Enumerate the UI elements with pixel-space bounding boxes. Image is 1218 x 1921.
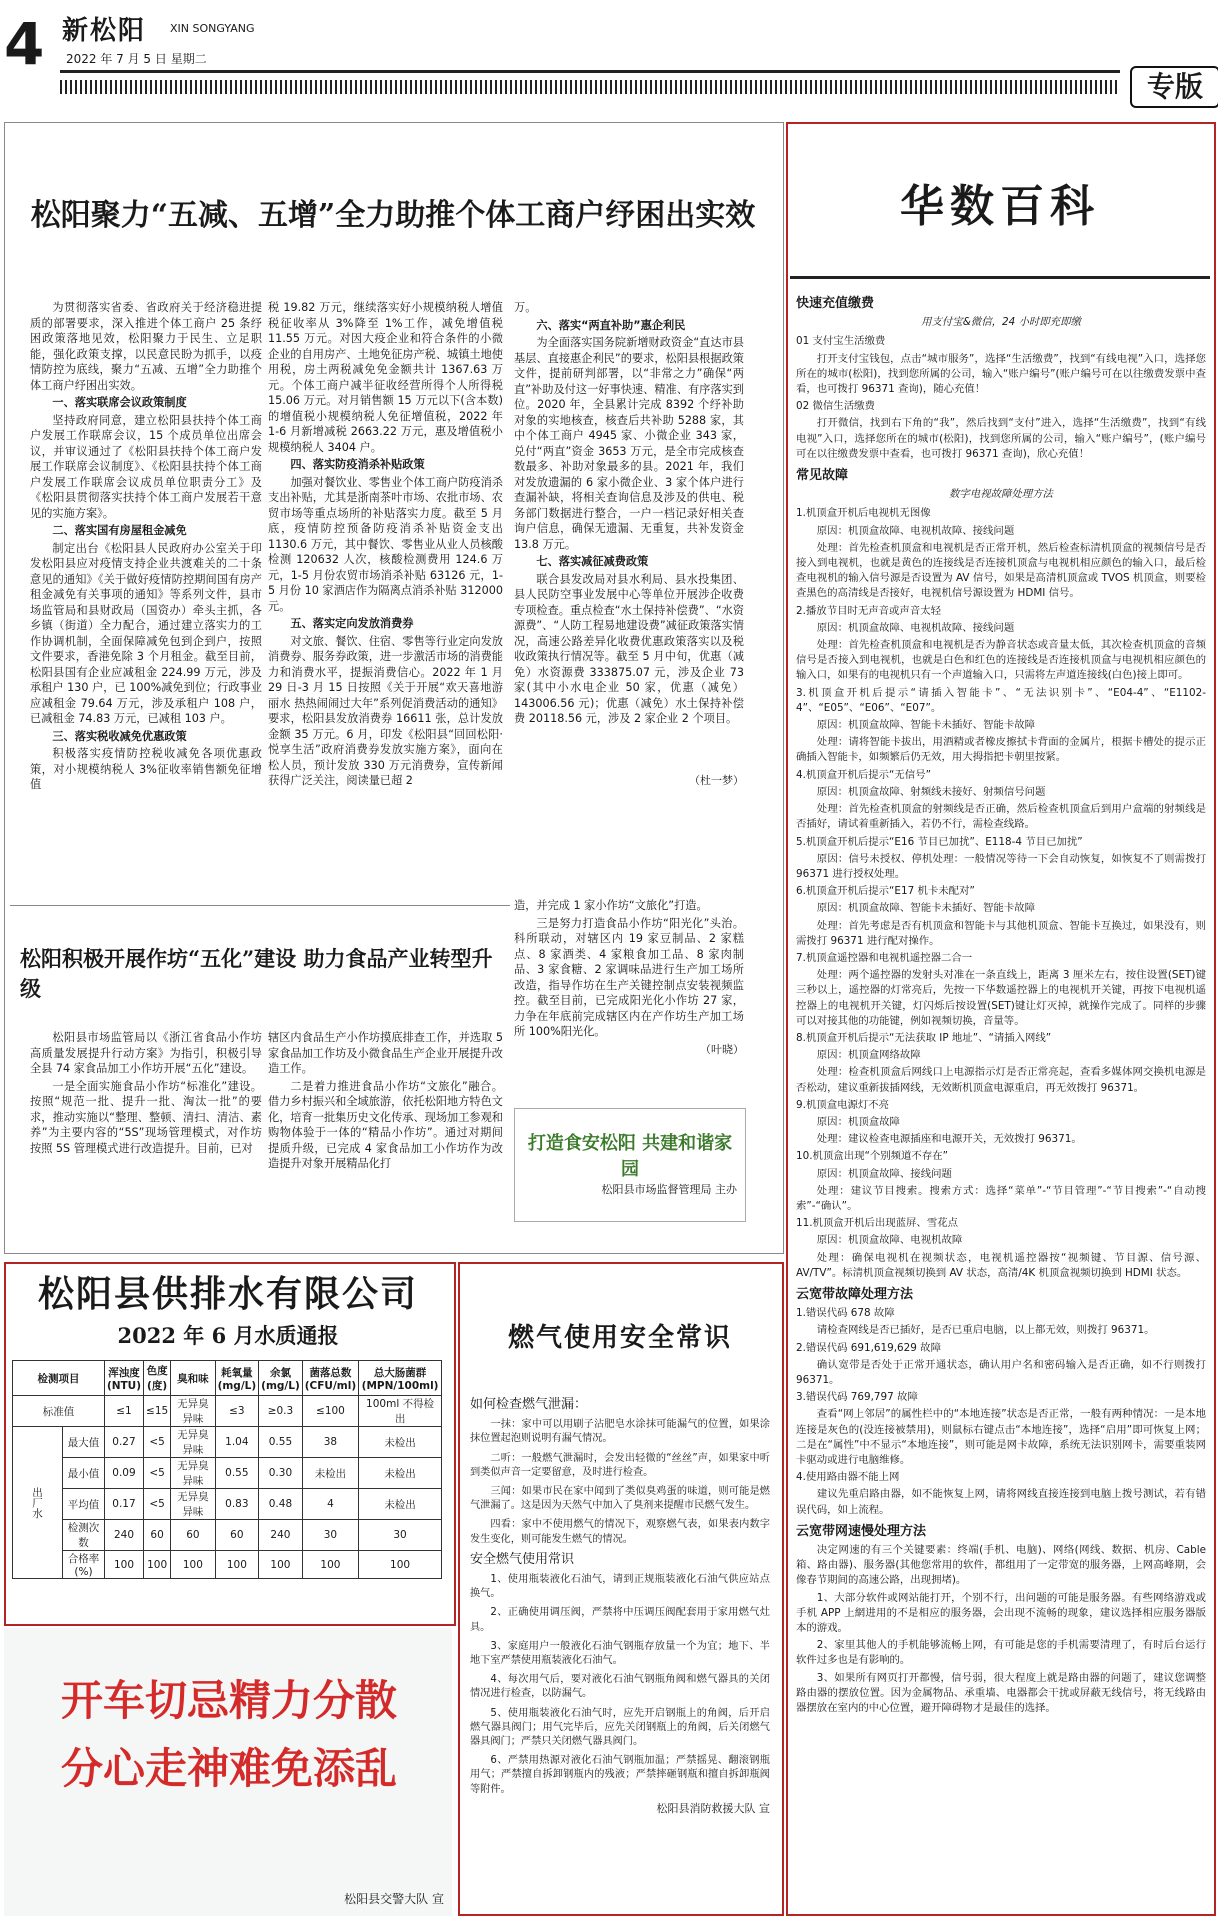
paragraph: 5、使用瓶装液化石油气时，应先开启钢瓶上的角阀，后开启燃气器具阀门；用气完毕后，应先关闭钢瓶上的角阀，后关闭燃气器具阀门；严禁只关闭燃气器具阀门。 [470,1707,770,1748]
traffic-line1: 开车切忌精力分散 [60,1676,397,1725]
sidebar-title-rule [790,276,1210,279]
paragraph: 决定网速的有三个关键要素：终端(手机、电脑)、网络(网线、数据、机房、Cable 箱、路由器)、服务器(其他您常用的软件，都组用了一定带宽的服务器，上网高峰期，会像春节期间的高速公路，出现拥堵)。 [796,1544,1206,1587]
table-header-cell: 检测项目 [13,1361,105,1396]
table-cell: 0.17 [104,1489,143,1520]
paragraph: 1、大部分软件或网站能打开，个别不行，出问题的可能是服务器。有些网络游戏或手机 APP 上網进用的不是相应的服务器，会出现不流畅的现象，建议选择相应服务器版本的游戏。 [796,1591,1206,1635]
sidebar-sec-speed: 云宽带网速慢处理方法 [796,1523,927,1539]
water-table-wrap [12,1360,442,1579]
paragraph: 处理：两个遥控器的发射头对准在一条直线上，距离 3 厘米左右，按住设置(SET)键三秒以上，遥控器的灯常亮后，先按一下华数遥控器上的电视机开关键，再按下电视机遥控器上的电视机开关键，灯闪烁后按设置(SET)键让灯灭掉，就操作完成了。同样的步骤可以对接其他的功能键，例如视频切换，音量等。 [796,969,1206,1027]
paragraph: 8.机顶盒开机后提示“无法获取 IP 地址”、“请插入网线” [796,1031,1052,1044]
table-cell: 30 [359,1520,442,1551]
table-group-cell: 出厂水 [13,1427,63,1579]
sidebar-sec-broadband: 云宽带故障处理方法 [796,1286,914,1302]
table-header-cell: 余氯 (mg/L) [259,1361,303,1396]
paragraph: 2、家里其他人的手机能够流畅上网，有可能是您的手机需要清理了，有时后台运行软件过多也是有影响的。 [796,1639,1206,1667]
paragraph: 一是全面实施食品小作坊“标准化”建设。按照“规范一批、提升一批、淘汰一批”的要求，推动实施以“整理、整顿、清扫、清洁、素养”为主要内容的“5S”现场管理模式，对作坊按照 5S 管理模式进行改造提升。目前，已对 [30,1079,262,1155]
table-cell: 最大值 [63,1427,105,1458]
table-cell: 无异臭异味 [171,1427,215,1458]
table-cell: 0.27 [104,1427,143,1458]
subheading: 二、落实国有房屋租金减免 [52,524,187,537]
article1-col1 [30,300,262,860]
table-cell: 未检出 [359,1458,442,1489]
table-cell: 38 [302,1427,358,1458]
sidebar-sec-faults-caption: 数字电视故障处理方法 [949,488,1053,501]
table-cell: ≤1 [104,1396,143,1427]
table-row [13,1427,442,1458]
table-header-cell: 色度 (度) [144,1361,171,1396]
traffic-poster [4,1628,452,1916]
paragraph: 原因：机顶盒故障、电视机故障、接线问题 [816,621,1015,634]
table-cell: 0.30 [259,1458,303,1489]
slogan-box [514,1108,746,1222]
table-cell: 无异臭异味 [171,1489,215,1520]
paragraph: 原因：机顶盒网络故障 [816,1049,921,1062]
paragraph: 请检查网线是否已插好，是否已重启电脑，以上都无效，则拨打 96371。 [816,1324,1155,1337]
paragraph: 联合县发改局对县水利局、县水投集团、县人民防空事业发展中心等单位开展涉企收费专项检查。重点检查“水土保持补偿费”、“水资源费”、“人防工程易地建设费”减征政策落实情况，高速公路差异化收费优惠政策落实以及税收政策执行情况等。截至 5 月中旬，优惠（减免）水资源费 333875.07 元，涉及企业 73 家(其中小水电企业 50 家，优惠（减免）143006.56 元)；优惠（减免）水土保持补偿费 20118.56 元，涉及 2 家企业 2 个项目。 [514,572,744,725]
table-cell: 0.09 [104,1458,143,1489]
gas-sig: 松阳县消防救援大队 宣 [656,1801,770,1815]
paragraph: 2.错误代码 691,619,629 故障 [796,1341,941,1354]
table-cell: 无异臭异味 [171,1396,215,1427]
table-cell: 60 [215,1520,259,1551]
table-cell: 100 [359,1551,442,1579]
paragraph: 处理：首先考虑是否有机顶盒和智能卡与其他机顶盒、智能卡互换过，如果没有，则需拨打 96371 进行配对操作。 [796,919,1206,947]
paragraph: 10.机顶盒出现“个别频道不存在” [796,1150,948,1163]
article1-byline: （杜一梦） [689,774,744,787]
table-cell: <5 [144,1489,171,1520]
table-row [13,1551,442,1579]
water-company: 松阳县供排水有限公司 [37,1273,418,1315]
table-cell: 30 [302,1520,358,1551]
paragraph: 3、家庭用户一般液化石油气钢瓶存放量一个为宜；地下、半地下室严禁使用瓶装液化石油气。 [470,1640,770,1667]
paragraph: 二听：一般燃气泄漏时，会发出轻微的“丝丝”声，如果家中听到类似声音一定要留意，及时进行检查。 [470,1452,770,1478]
section-badge: 专版 [1130,66,1218,108]
table-cell: 0.83 [215,1489,259,1520]
paragraph: 11.机顶盒开机后出现蓝屏、雪花点 [796,1217,958,1230]
paragraph: 打开支付宝钱包，点击“城市服务”，选择“生活缴费”，找到“有线电视”入口，选择您所在的城市(松阳)，找到您所属的公司，输入“账户编号”(账户编号可在以往缴费发票中查看，也可拨打 96371 查询)，随心充值！ [796,352,1206,396]
paragraph: 3、如果所有网页打开都慢，信号弱，很大程度上就是路由器的问题了，建议您调整路由器的摆放位置。因为金属物品、承重墙、电器都会干扰或屏蔽无线信号，将无线路由器摆放在室内的中心位置，避开障碍物才是最佳的选择。 [796,1671,1206,1715]
table-cell: 100 [259,1551,303,1579]
water-subtitle: 2022 年 6 月水质通报 [117,1323,339,1348]
slogan-sig: 松阳县市场监督管理局 主办 [601,1183,737,1196]
table-cell: 未检出 [359,1427,442,1458]
table-cell: 240 [104,1520,143,1551]
paragraph: 为全面落实国务院新增财政资金“直达市县基层、直接惠企利民”的要求，松阳县根据政策文件，提前研判部署，以“非常之力”确保“两直”补助及付这一好事快速、精准、有序落实到位。2020 年，全县累计完成 8392 个纾补助对象的实地核查，核查后共补助 5288 家，其中个体工商户 4945 家、小微企业 343 家，兑付“两直”资金 3653 万元，是全市完成核查数最多、补助对象最多的县。2021 年，我们对发放遗漏的 6 家小微企业、3 家个体户进行查漏补缺，将相关查询信息及涉及的供电、税务部门数据进行整合，一户一档记录好相关查询户信息，确保无遗漏、无重复，共补发资金 13.8 万元。 [514,336,744,551]
article1-col2 [268,300,503,860]
article2-top-rule [10,905,510,906]
header-rule [60,70,1120,73]
table-cell: 合格率(%) [63,1551,105,1579]
sidebar-title: 华数百科 [900,181,1100,232]
paragraph: 6、严禁用热源对液化石油气钢瓶加温；严禁摇晃、翻滚钢瓶用气；严禁擅自拆卸钢瓶内的残液；严禁摔砸钢瓶和擅自拆卸瓶阀等附件。 [470,1755,770,1795]
table-cell: 100 [104,1551,143,1579]
table-cell: 平均值 [63,1489,105,1520]
paragraph: 处理：请将智能卡拔出，用酒精或者橡皮擦拭卡背面的金属片，根据卡槽处的提示正确插入智能卡，如频繁后仍无效，用大拇指把卡朝里按紧。 [796,736,1206,764]
article2-col1 [30,1030,262,1240]
gas-title: 燃气使用安全常识 [507,1323,732,1353]
paragraph: 加强对餐饮业、零售业个体工商户防疫消杀支出补贴，尤其是浙南茶叶市场、农批市场、农贸市场等重点场所的补贴落实力度。截至 5 月底，疫情防控预备防疫消杀补贴资金支出 1130.6 万元，其中餐饮、零售业从业人员核酸检测 120632 人次，核酸检测费用 124.6 万元，1-5 月份农贸市场消杀补贴 63126 元，1-5 月份 10 家酒店作为隔离点消杀补贴 312000 元。 [268,475,503,613]
paragraph: 9.机顶盒电源灯不亮 [796,1098,890,1111]
issue-date: 2022 年 7 月 5 日 星期二 [66,52,207,66]
paragraph: 1.机顶盒开机后电视机无图像 [796,507,931,520]
subheading: 六、落实“两直补助”惠企利民 [536,318,686,332]
subheading: 一、落实联席会议政策制度 [52,396,187,409]
sidebar-sec-faults: 常见故障 [796,468,849,484]
table-cell: 100 [171,1551,215,1579]
table-cell: <5 [144,1458,171,1489]
paragraph: 万。 [514,301,537,314]
paragraph: 7.机顶盒遥控器和电视机遥控器二合一 [796,951,973,964]
gas-heading-safety: 安全燃气使用常识 [470,1551,575,1567]
table-cell: 0.55 [215,1458,259,1489]
table-header-cell: 总大肠菌群 (MPN/100ml) [359,1361,442,1396]
paragraph: 处理：确保电视机在视频状态，电视机遥控器按“视频键、节目源、信号源、AV/TV”。标清机顶盒视频切换到 AV 状态，高清/4K 机顶盒视频切换到 HDMI 状态。 [796,1251,1206,1279]
table-cell: 未检出 [302,1458,358,1489]
slogan-text: 打造食安松阳 共建和谐家园 [527,1133,733,1180]
table-cell: 100ml 不得检出 [359,1396,442,1427]
paragraph: 三闻：如果市民在家中闻到了类似臭鸡蛋的味道，则可能是燃气泄漏了。这是因为天然气中加入了臭剂来提醒市民燃气发生。 [470,1486,770,1512]
table-header-cell: 浑浊度 (NTU) [104,1361,143,1396]
water-quality-table [12,1360,442,1579]
table-cell: ≤3 [215,1396,259,1427]
table-cell: 240 [259,1520,303,1551]
paragraph: 积极落实疫情防控税收减免各项优惠政策，对小规模纳税人 3%征收率销售额免征增值 [30,747,262,791]
newspaper-logo: 新松阳 [62,16,147,46]
subheading: 四、落实防疫消杀补贴政策 [290,458,425,471]
table-cell: 0.55 [259,1427,303,1458]
paragraph: 4、每次用气后，要对液化石油气钢瓶角阀和燃气器具的关闭情况进行检查，以防漏气。 [470,1674,770,1700]
table-cell: 检测次数 [63,1520,105,1551]
paragraph: 01 支付宝生活缴费 [796,335,886,348]
paragraph: 制定出台《松阳县人民政府办公室关于印发松阳县应对疫情支持企业共渡难关的二十条意见的通知》《关于做好疫情防控期间国有房产租金减免有关事项的通知》等系列文件，县市场监管局和县财政局（国资办）牵头主抓，各乡镇（街道）全力配合，通过建立落实力的工作协调机制，全面保障减免包到企到户，按照文件要求，香港免除 3 个月租金。截至目前，松阳县国有企业应减租金 224.99 万元，涉及承租户 130 户，已 100%减免到位；行政事业应减租金 79.64 万元，涉及承租户 108 户，已减租金 74.83 万元，已减租 103 户。 [30,541,262,725]
table-cell: 100 [302,1551,358,1579]
paragraph: 打开微信，找到右下角的“我”，然后找到“支付”进入，选择“生活缴费”，找到“有线电视”入口，选择您所在的城市(松阳)，找到您所属的公司，输入“账户编号”，(账户编号可在以往缴费发票中查看，也可拨打 96371 查询)，欣心充值！ [796,417,1206,460]
paragraph: 5.机顶盒开机后提示“E16 节目已加扰”、E118-4 节目已加扰” [796,835,1083,848]
paragraph: 二是着力推进食品小作坊“文旅化”融合。借力乡村振兴和全域旅游，依托松阳地方特色文化，培育一批集历史文化传承、现场加工参观和购物体验于一体的“精品小作坊”。通过对期间提质升级，已完成 4 家食品加工小作坊作为改造提升对象开展精品化打 [268,1079,503,1170]
article1-col3 [514,300,744,780]
table-row [13,1396,442,1427]
paragraph: 税 19.82 万元，继续落实好小规模纳税人增值税征收率从 3%降至 1%工作，减免增值税 11.55 万元。对因大疫企业和符合条件的小微企业的自用房产、土地免征房产税、城镇土地使用税，房土两税减免免金额共计 1367.63 万元。个体工商户减半征收经营所得个人所得税 15.06 万元。对月销售额 15 万元以下(含本数)的增值税小规模纳税人免征增值税，2022 年 1-6 月新增减税 2663.22 万元，惠及增值税小规模纳税人 3404 户。 [268,301,503,454]
paragraph: 6.机顶盒开机后提示“E17 机卡未配对” [796,885,975,898]
paragraph: 原因：机顶盒故障、智能卡未插好、智能卡故障 [816,902,1035,915]
table-cell: 无异臭异味 [171,1458,215,1489]
paragraph: 4.使用路由器不能上网 [796,1471,900,1484]
paragraph: 1、使用瓶装液化石油气，请到正规瓶装液化石油气供应站点换气。 [470,1574,770,1600]
table-row [13,1489,442,1520]
table-cell: 最小值 [63,1458,105,1489]
table-row [13,1520,442,1551]
table-cell: 60 [144,1520,171,1551]
gas-heading-check: 如何检查燃气泄漏： [470,1397,588,1412]
table-header-cell: 臭和味 [171,1361,215,1396]
table-cell: 100 [144,1551,171,1579]
sidebar-content [796,290,1206,1905]
paragraph: 对文旅、餐饮、住宿、零售等行业定向发放消费券、服务券政策，进一步激活市场的消费能力和消费水平，提振消费信心。2022 年 1 月 29 日-3 月 15 日按照《关于开展“欢天喜地游丽水 热热闹闹过大年”系列促消费活动的通知》要求，松阳县发放消费券 16611 张，总计发放金额 35 万元。6 月，印发《松阳县“回回松阳·悦享生活”政府消费券发放实施方案》，面向在松人员，预计发放 330 万元消费券，宣传新闻获得广泛关注，阅读量已超 2 [268,634,503,787]
subheading: 五、落实定向发放消费券 [290,617,414,630]
article2-top-right [514,898,744,1098]
paragraph: 原因：信号未授权、停机处理：一般情况等待一下会自动恢复，如恢复不了则需拨打 96371 进行授权处理。 [796,852,1206,880]
paragraph: 原因：机顶盒故障、智能卡未插好、智能卡故障 [816,719,1035,732]
paragraph: 为贯彻落实省委、省政府关于经济稳进提质的部署要求，深入推进个体工商户 25 条纾困政策落地见效，松阳聚力于民生、立足职能，强化政策支撑，以民意民盼为抓手，以疫情防控为底线，聚力“五减、五增”全力助推个体工商户纾困出实效。 [30,301,262,392]
table-cell: 60 [171,1520,215,1551]
paragraph: 原因：机顶盒故障、电视机故障、接线问题 [816,524,1015,537]
subheading: 三、落实税收减免优惠政策 [52,729,187,743]
paragraph: 原因：机顶盒故障 [816,1115,900,1128]
paragraph: 3.机顶盒开机后提示“请插入智能卡”、“无法识别卡”、“E04-4”、“E1102-4”、“E05”、“E06”、“E07”。 [796,686,1206,714]
traffic-line2: 分心走神难免添乱 [60,1744,397,1793]
article1-title: 松阳聚力“五减、五增”全力助推个体工商户纾困出实效 [30,198,756,233]
table-cell: 0.48 [259,1489,303,1520]
article2-title: 松阳积极开展作坊“五化”建设 助力食品产业转型升级 [20,946,493,1001]
paragraph: 查看“网上邻居”的属性栏中的“本地连接”状态是否正常，一般有两种情况：一是本地连接是灰色的(没连接被禁用)，则鼠标右键点击“本地连接”，选择“启用”即可恢复上网；二是在“属性”中不显示“本地连接”，则可能是网卡故障，系统无法识别网卡，需要重装网卡驱动或进行电脑维修。 [796,1408,1206,1467]
paragraph: 处理：首先检查机顶盒的射频线是否正确，然后检查机顶盒后到用户盒端的射频线是否插好，请试着重新插入，若仍不行，需检查线路。 [796,803,1206,831]
paragraph: 原因：机顶盒故障、射频线未接好、射频信号问题 [816,785,1046,798]
article2-top-right-line: 造，并完成 1 家小作坊“文旅化”打造。 [514,899,708,912]
table-cell: 1.04 [215,1427,259,1458]
paragraph: 处理：首先检查机顶盒和电视机是否正常开机，然后检查标清机顶盒的视频信号是否接入到电视机，也就是黄色的连接线是否连接机顶盒与电视机相应颜色的输入口，最后检查电视机的输入信号源是否设置为 AV 信号，如果是高清机顶盒或 TVOS 机顶盒，则要检查黑色的高清线是否接好，电视机信号源设置为 HDMI 信号。 [796,541,1206,600]
paragraph: 02 微信生活缴费 [796,400,875,413]
article2-top-right-sig: （叶晓） [700,1042,744,1056]
table-cell: ≤100 [302,1396,358,1427]
paragraph: 确认宽带是否处于正常开通状态，确认用户名和密码输入是否正确，如不行则拨打 96371。 [796,1358,1206,1386]
table-cell: <5 [144,1427,171,1458]
page-number: 4 [4,10,45,78]
paragraph: 四看：家中不使用燃气的情况下，观察燃气表，如果表内数字发生变化，则可能发生燃气的情况。 [470,1519,770,1545]
newspaper-logo-en: XIN SONGYANG [170,22,255,35]
paragraph: 一抹：家中可以用刷子沾肥皂水涂抹可能漏气的位置，如果涂抹位置起泡则说明有漏气情况。 [470,1419,770,1445]
table-header-row [13,1361,442,1396]
paragraph: 原因：机顶盒故障、电视机故障 [816,1234,963,1247]
paragraph: 4.机顶盒开机后提示“无信号” [796,768,931,781]
paragraph: 3.错误代码 769,797 故障 [796,1391,918,1404]
paragraph: 2、正确使用调压阀，严禁将中压调压阀配套用于家用燃气灶具。 [470,1607,770,1633]
table-cell: 未检出 [359,1489,442,1520]
gas-content [470,1392,770,1897]
table-row [13,1458,442,1489]
table-cell: 标准值 [13,1396,105,1427]
sidebar-sec-recharge-caption: 用支付宝&微信，24 小时即充即缴 [921,316,1081,329]
paragraph: 坚持政府同意，建立松阳县扶持个体工商户发展工作联席会议，15 个成员单位出席会议，并审议通过了《松阳县扶持个体工商户发展工作联席会议制度》、《松阳县扶持个体工商户发展工作联席会议成员单位职责分工》及《松阳县贯彻落实扶持个体工商户发展若干意见的实施方案》。 [30,413,262,520]
paragraph: 原因：机顶盒故障、接线问题 [816,1167,952,1180]
paragraph: 处理：首先检查机顶盒和电视机是否为静音状态或音量太低，其次检查机顶盒的音频信号是否接入到电视机，也就是白色和红色的连接线是否连接机顶盒与电视机相应颜色的输入口，如果有的电视机只有一个声道输入口，只需将左声道连接线(白色)接上即可。 [796,639,1206,682]
header-dotted-band [60,80,1120,94]
paragraph: 建议先重启路由器，如不能恢复上网，请将网线直接连接到电脑上拨号测试，若有错误代码，如上流程。 [796,1488,1206,1516]
table-cell: 100 [215,1551,259,1579]
table-header-cell: 菌落总数 (CFU/ml) [302,1361,358,1396]
paragraph: 1.错误代码 678 故障 [796,1307,895,1320]
table-cell: ≥0.3 [259,1396,303,1427]
table-header-cell: 耗氧量 (mg/L) [215,1361,259,1396]
traffic-sig: 松阳县交警大队 宣 [344,1892,444,1906]
article2-top-right-para: 三是努力打造食品小作坊“阳光化”头治。科所联动，对辖区内 19 家豆制品、2 家糕点、8 家酒类、4 家粮食加工品、8 家肉制品、3 家食糖、2 家调味品进行生产加工场所改造，指导作坊在生产关键控制点安装视频监控。截至目前，已完成阳光化小作坊 27 家，力争在年底前完成辖区内在产作坊生产加工场所 100%阳光化。 [514,916,744,1038]
paragraph: 2.播放节目时无声音或声音太轻 [796,604,941,617]
paragraph: 松阳县市场监管局以《浙江省食品小作坊高质量发展提升行动方案》为指引，积极引导全县 74 家食品加工小作坊开展“五化”建设。 [30,1031,262,1075]
table-cell: 4 [302,1489,358,1520]
subheading: 七、落实减征减费政策 [536,555,649,568]
paragraph: 处理：建议节目搜索。搜索方式：选择“菜单”-“节目管理”-“节目搜索”-“自动搜索”-“确认”。 [796,1184,1206,1212]
paragraph: 处理：检查机顶盒后网线口上电源指示灯是否正常亮起，查看多媒体网交换机电源是否松动，建议重新拔插网线，无效断机顶盒电源重启，再无效拨打 96371。 [796,1066,1206,1094]
paragraph: 辖区内食品生产小作坊摸底排查工作，并选取 5 家食品加工作坊及小微食品生产企业开展提升改造工作。 [268,1031,503,1075]
sidebar-sec-recharge: 快速充值缴费 [796,296,875,311]
table-cell: ≤15 [144,1396,171,1427]
paragraph: 处理：建议检查电源插座和电源开关，无效拨打 96371。 [816,1133,1082,1146]
article2-col2 [268,1030,503,1240]
